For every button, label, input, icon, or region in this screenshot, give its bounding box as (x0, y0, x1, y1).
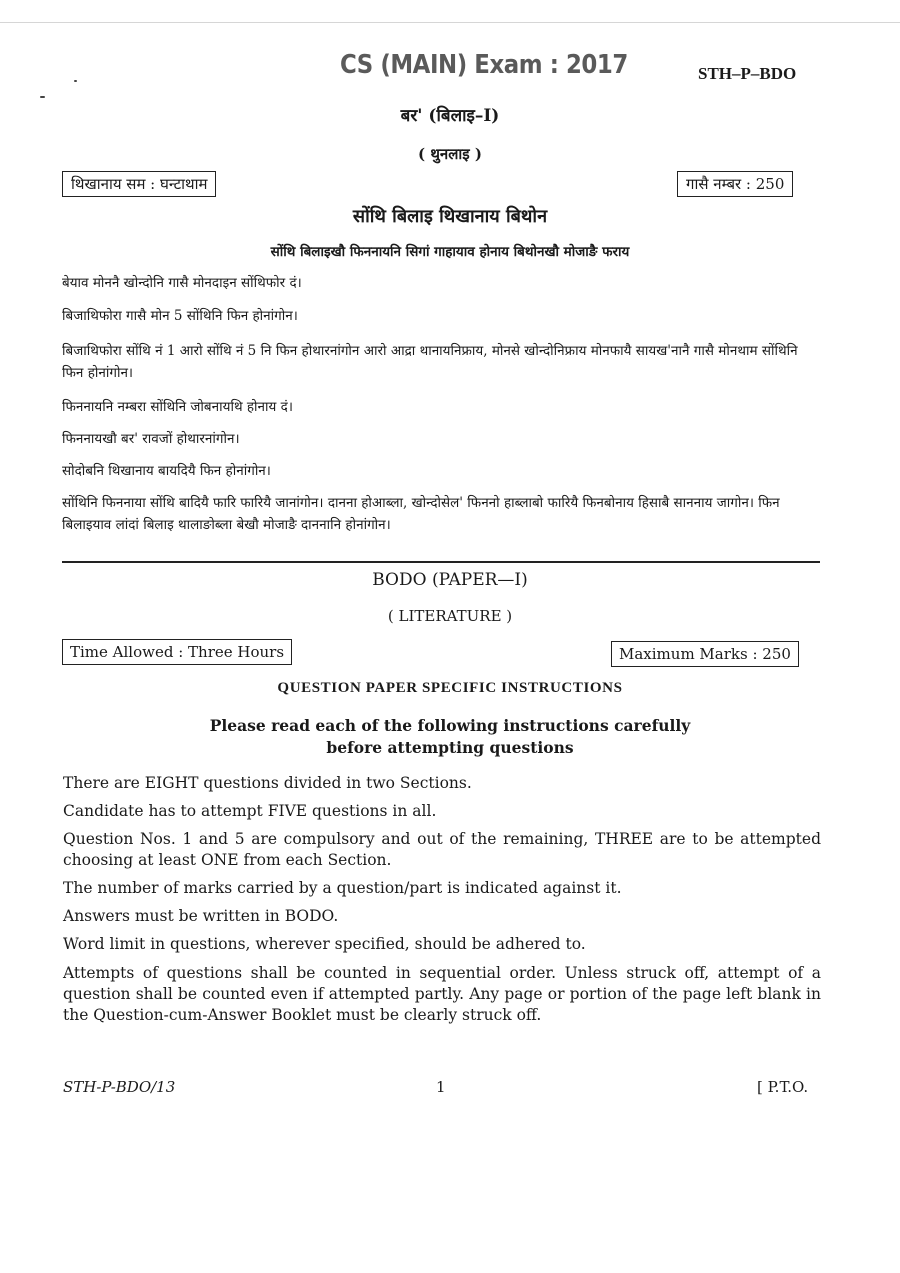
hindi-instruction: बिजाथिफोरा सोंथि नं 1 आरो सोंथि नं 5 नि फिन होथारनांगोन आरो आद्रा थानायनिफ्राय, मोनसे खोन्दोनिफ्राय मोनफायै सायख'नानै गासै मोनथाम सोंथिनि फिन होनांगोन। (62, 343, 798, 381)
english-instruction: Word limit in questions, wherever specified, should be adhered to. (63, 935, 586, 953)
english-instruction: Attempts of questions shall be counted in sequential order. Unless struck off, attempt of a question shall be counted even if attempted partly. Any page or portion of the page left blank in the Question-cum-Answer Booklet must be clearly struck off. (63, 964, 821, 1024)
section-divider (62, 561, 820, 563)
pto-marker: [ P.T.O. (757, 1078, 809, 1096)
english-instruction: The number of marks carried by a question/part is indicated against it. (63, 879, 622, 897)
scan-speck (74, 80, 77, 82)
hindi-instructions-heading: सोंथि बिलाइ थिखानाय बिथोन (352, 206, 548, 227)
hindi-instruction: फिननायखौ बर' रावजों होथारनांगोन। (62, 431, 240, 447)
footer-paper-code: STH-P-BDO/13 (63, 1078, 176, 1096)
english-instructions-heading: QUESTION PAPER SPECIFIC INSTRUCTIONS (277, 680, 623, 696)
english-instruction: Candidate has to attempt FIVE questions in all. (63, 802, 437, 820)
english-instruction: Answers must be written in BODO. (63, 907, 339, 925)
hindi-instruction: फिननायनि नम्बरा सोंथिनि जोबनायथि होनाय दं। (62, 399, 293, 415)
scan-speck (40, 96, 45, 98)
hindi-paper-title: बर' (बिलाइ–I) (400, 106, 500, 126)
english-paper-subtitle: ( LITERATURE ) (387, 607, 513, 625)
hindi-paper-subtitle: ( थुनलाइ ) (418, 145, 482, 163)
scan-top-edge (0, 22, 900, 23)
hindi-instruction: बिजाथिफोरा गासै मोन 5 सोंथिनि फिन होनांगोन। (62, 308, 298, 324)
english-instruction: There are EIGHT questions divided in two Sections. (63, 774, 472, 792)
page-number: 1 (436, 1078, 446, 1096)
exam-stamp: CS (MAIN) Exam : 2017 (340, 50, 628, 80)
hindi-instruction: सोंथिनि फिननाया सोंथि बादियै फारि फारियै जानांगोन। दानना होआब्ला, खोन्दोसेल' फिननो हाब्लाबो फारियै फिनबोनाय हिसाबै साननाय जागोन। फिन बिलाइयाव लांदां बिलाइ थालाङोब्ला बेखौ मोजाङै दाननानि होनांगोन। (62, 495, 780, 533)
subheading-line: Please read each of the following instructions carefully (209, 716, 691, 735)
subheading-line: before attempting questions (326, 738, 574, 757)
hindi-instructions-subheading: सोंथि बिलाइखौ फिननायनि सिगां गाहायाव होनाय बिथोनखौ मोजाङै फराय (270, 244, 630, 260)
paper-code: STH–P–BDO (698, 64, 797, 83)
english-time-box: Time Allowed : Three Hours (62, 639, 292, 665)
hindi-time-box: थिखानाय सम : घन्टाथाम (62, 171, 216, 197)
hindi-instruction: बेयाव मोननै खोन्दोनि गासै मोनदाइन सोंथिफोर दं। (62, 275, 302, 291)
english-marks-box: Maximum Marks : 250 (611, 641, 799, 667)
english-instruction: Question Nos. 1 and 5 are compulsory and out of the remaining, THREE are to be attempted choosing at least ONE from each Section. (63, 830, 821, 869)
english-instructions-subheading (0, 715, 900, 759)
english-paper-title: BODO (PAPER—I) (372, 570, 528, 590)
hindi-instruction: सोदोबनि थिखानाय बायदियै फिन होनांगोन। (62, 463, 271, 479)
hindi-marks-box: गासै नम्बर : 250 (677, 171, 793, 197)
